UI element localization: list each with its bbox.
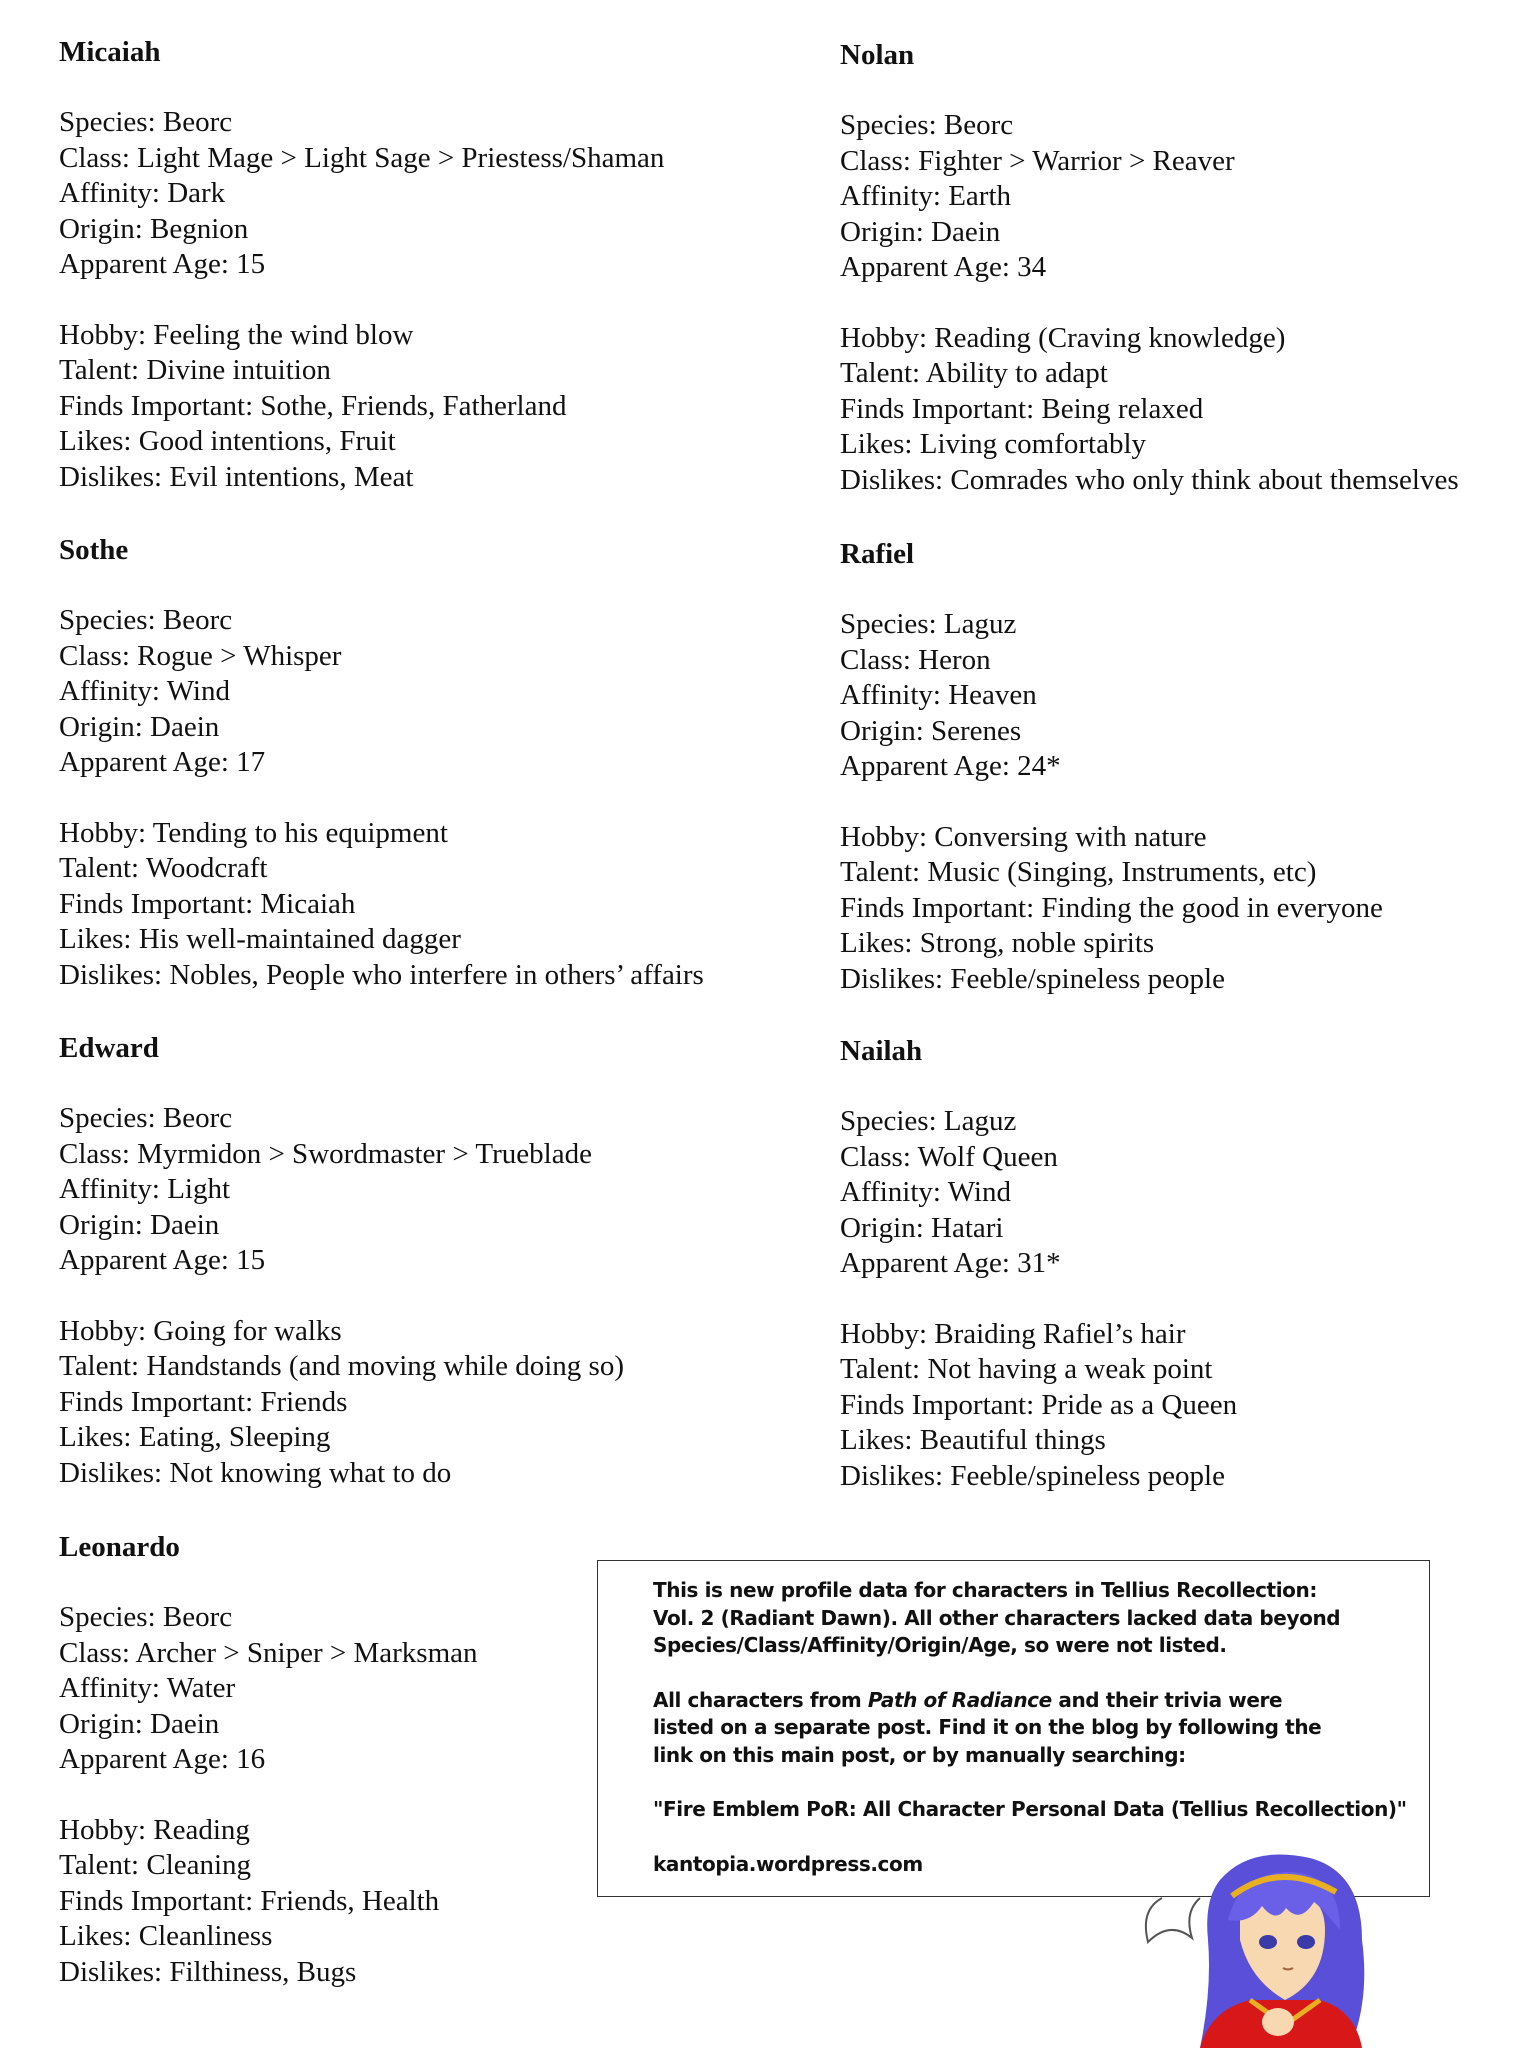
affinity-line: Affinity: Wind: [840, 1176, 1011, 1208]
important-line: Finds Important: Pride as a Queen: [840, 1388, 1238, 1421]
class-line: Class: Myrmidon > Swordmaster > Trueblade: [59, 1137, 592, 1170]
profile-name: Micaiah: [59, 36, 161, 68]
dislikes-line: Dislikes: Not knowing what to do: [59, 1456, 452, 1489]
game-title-italic: Path of Radiance: [867, 1687, 1052, 1712]
hobby-line: Hobby: Reading (Craving knowledge): [840, 321, 1286, 354]
profile-name: Rafiel: [840, 538, 915, 570]
talent-line: Talent: Music (Singing, Instruments, etc): [840, 856, 1317, 888]
dislikes-line: Dislikes: Feeble/spineless people: [840, 962, 1225, 995]
species-line: Species: Beorc: [59, 1102, 233, 1134]
note-text: link on this main post, or by manually searching:: [653, 1742, 1186, 1767]
important-line: Finds Important: Being relaxed: [840, 392, 1204, 425]
likes-line: Likes: Eating, Sleeping: [59, 1421, 331, 1453]
note-text-part: All characters from: [653, 1687, 868, 1712]
affinity-line: Affinity: Water: [59, 1672, 236, 1704]
talent-line: Talent: Ability to adapt: [840, 357, 1108, 389]
age-line: Apparent Age: 17: [59, 746, 266, 778]
likes-line: Likes: Living comfortably: [840, 428, 1147, 460]
age-line: Apparent Age: 31*: [840, 1247, 1061, 1279]
profile-rafiel: [840, 536, 1516, 997]
class-line: Class: Heron: [840, 643, 991, 676]
dislikes-line: Dislikes: Evil intentions, Meat: [59, 460, 414, 493]
profile-nolan: [840, 37, 1516, 498]
class-line: Class: Rogue > Whisper: [59, 639, 342, 672]
profile-name: Leonardo: [59, 1531, 180, 1563]
species-line: Species: Beorc: [59, 106, 233, 138]
origin-line: Origin: Serenes: [840, 714, 1022, 747]
affinity-line: Affinity: Wind: [59, 675, 230, 707]
talent-line: Talent: Woodcraft: [59, 852, 268, 884]
important-line: Finds Important: Micaiah: [59, 887, 356, 920]
important-line: Finds Important: Friends: [59, 1385, 348, 1418]
affinity-line: Affinity: Heaven: [840, 679, 1037, 711]
note-text: This is new profile data for characters in Tellius Recollection:: [653, 1578, 1317, 1602]
profile-micaiah: [59, 34, 819, 495]
likes-line: Likes: Cleanliness: [59, 1920, 273, 1952]
origin-line: Origin: Daein: [59, 1208, 220, 1241]
note-text: listed on a separate post. Find it on the blog by following the: [653, 1715, 1322, 1739]
hobby-line: Hobby: Braiding Rafiel’s hair: [840, 1317, 1186, 1350]
age-line: Apparent Age: 24*: [840, 750, 1061, 782]
hand-shape: [1262, 2008, 1294, 2036]
important-line: Finds Important: Sothe, Friends, Fatherland: [59, 389, 567, 422]
profile-name: Nolan: [840, 39, 915, 71]
note-text: [653, 1687, 1409, 1715]
profile-name: Nailah: [840, 1035, 923, 1067]
class-line: Class: Light Mage > Light Sage > Priestess/Shaman: [59, 141, 665, 174]
important-line: Finds Important: Finding the good in everyone: [840, 891, 1383, 924]
age-line: Apparent Age: 15: [59, 1244, 266, 1276]
hobby-line: Hobby: Conversing with nature: [840, 820, 1207, 853]
origin-line: Origin: Daein: [840, 215, 1001, 248]
dislikes-line: Dislikes: Nobles, People who interfere in others’ affairs: [59, 958, 704, 991]
talent-line: Talent: Divine intuition: [59, 354, 331, 386]
age-line: Apparent Age: 34: [840, 251, 1047, 283]
species-line: Species: Beorc: [59, 604, 233, 636]
profile-edward: [59, 1030, 819, 1491]
search-query-text: "Fire Emblem PoR: All Character Personal Data (Tellius Recollection)": [653, 1797, 1407, 1821]
hobby-line: Hobby: Tending to his equipment: [59, 816, 448, 849]
speech-bubble-tail: [1146, 1898, 1200, 1942]
speech-bubble-note: [597, 1560, 1430, 1897]
note-text-part: and their trivia were: [1051, 1687, 1283, 1712]
hobby-line: Hobby: Reading: [59, 1813, 250, 1846]
character-portrait-image: [1100, 1850, 1390, 2048]
profile-name: Edward: [59, 1032, 159, 1064]
important-line: Finds Important: Friends, Health: [59, 1884, 440, 1917]
species-line: Species: Laguz: [840, 1105, 1017, 1137]
class-line: Class: Archer > Sniper > Marksman: [59, 1636, 478, 1669]
affinity-line: Affinity: Earth: [840, 180, 1012, 212]
likes-line: Likes: Good intentions, Fruit: [59, 425, 396, 457]
profile-name: Sothe: [59, 534, 129, 566]
likes-line: Likes: Strong, noble spirits: [840, 927, 1155, 959]
blog-url-text: kantopia.wordpress.com: [653, 1851, 923, 1876]
age-line: Apparent Age: 16: [59, 1743, 266, 1775]
profile-nailah: [840, 1033, 1516, 1494]
affinity-line: Affinity: Dark: [59, 177, 226, 209]
species-line: Species: Beorc: [840, 109, 1014, 141]
left-eye-shape: [1259, 1935, 1277, 1949]
talent-line: Talent: Not having a weak point: [840, 1353, 1213, 1385]
dislikes-line: Dislikes: Filthiness, Bugs: [59, 1955, 357, 1988]
species-line: Species: Laguz: [840, 608, 1017, 640]
note-text: Species/Class/Affinity/Origin/Age, so were not listed.: [653, 1633, 1227, 1657]
affinity-line: Affinity: Light: [59, 1173, 231, 1205]
hobby-line: Hobby: Going for walks: [59, 1314, 342, 1347]
note-text: Vol. 2 (Radiant Dawn). All other characters lacked data beyond: [653, 1605, 1341, 1630]
origin-line: Origin: Daein: [59, 1707, 220, 1740]
class-line: Class: Wolf Queen: [840, 1140, 1058, 1173]
profile-sothe: [59, 532, 819, 993]
talent-line: Talent: Handstands (and moving while doing so): [59, 1350, 624, 1382]
likes-line: Likes: His well-maintained dagger: [59, 923, 461, 955]
class-line: Class: Fighter > Warrior > Reaver: [840, 144, 1235, 177]
origin-line: Origin: Begnion: [59, 212, 249, 245]
dislikes-line: Dislikes: Comrades who only think about themselves: [840, 463, 1459, 496]
origin-line: Origin: Hatari: [840, 1211, 1004, 1244]
talent-line: Talent: Cleaning: [59, 1849, 252, 1881]
right-eye-shape: [1297, 1935, 1315, 1949]
age-line: Apparent Age: 15: [59, 248, 266, 280]
dislikes-line: Dislikes: Feeble/spineless people: [840, 1459, 1225, 1492]
likes-line: Likes: Beautiful things: [840, 1424, 1106, 1456]
origin-line: Origin: Daein: [59, 710, 220, 743]
species-line: Species: Beorc: [59, 1601, 233, 1633]
hobby-line: Hobby: Feeling the wind blow: [59, 318, 414, 351]
